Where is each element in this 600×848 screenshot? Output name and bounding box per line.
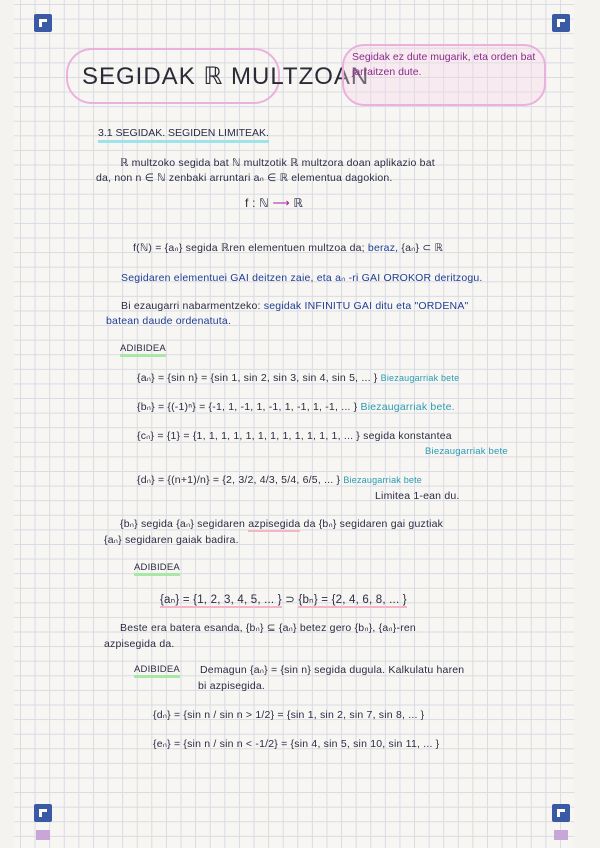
set-a: {aₙ} = {1, 2, 3, 4, 5, ... } <box>160 594 282 606</box>
page-tab <box>554 830 568 840</box>
terms-line: Segidaren elementuei GAI deitzen zaie, eta aₙ -ri GAI OROKOR deritzogu. <box>121 272 483 284</box>
superset-symbol: ⊃ <box>281 594 299 606</box>
features-intro: Bi ezaugarri nabarmentzeko: <box>121 300 261 312</box>
formula-note-2: Biezaugarriak bete <box>425 446 508 457</box>
example3-row-2: {eₙ} = {sin n / sin n < -1/2} = {sin 4, sin 5, sin 10, sin 11, ... } <box>153 738 440 750</box>
subseq-text: da {bₙ} segidaren gai guztiak <box>300 518 444 530</box>
corner-marker-icon <box>552 14 570 32</box>
features-detail: segidak INFINITU GAI ditu eta "ORDENA" <box>260 300 469 312</box>
function-line <box>133 242 443 254</box>
example-heading: ADIBIDEA <box>134 664 180 678</box>
mapping-codomain: ℝ <box>289 196 304 210</box>
formula-note: Biezaugarriak bete. <box>360 401 455 413</box>
mapping <box>245 196 303 210</box>
example-heading: ADIBIDEA <box>134 562 180 576</box>
example-row <box>137 401 455 413</box>
example-row <box>137 430 452 442</box>
formula-note: segida konstantea <box>363 430 452 442</box>
fn-text: f(ℕ) = {aₙ} segida ℝren elementuen multzoa da; <box>133 242 365 254</box>
mapping-domain: f : ℕ <box>245 196 273 210</box>
example-row <box>137 372 459 384</box>
example3-row-1: {dₙ} = {sin n / sin n > 1/2} = {sin 1, sin 2, sin 7, sin 8, ... } <box>153 709 425 721</box>
intro-line-2: da, non n ∈ ℕ zenbaki arruntari aₙ ∈ ℝ elementua dagokion. <box>96 172 393 184</box>
page-title: SEGIDAK ℝ MULTZOAN <box>82 63 370 90</box>
formula-note: Biezaugarriak bete <box>343 475 423 485</box>
restate-line-1: Beste era batera esanda, {bₙ} ⊆ {aₙ} betez gero {bₙ}, {aₙ}-ren <box>120 622 416 634</box>
subseq-term: azpisegida <box>248 518 301 530</box>
corner-marker-icon <box>34 804 52 822</box>
example3-text-1: Demagun {aₙ} = {sin n} segida dugula. Kalkulatu haren <box>200 664 465 676</box>
formula-note: Biezaugarriak bete <box>380 373 460 383</box>
corner-marker-icon <box>34 14 52 32</box>
formula: {bₙ} = {(-1)ⁿ} = {-1, 1, -1, 1, -1, 1, -1, 1, -1, ... } <box>137 401 358 413</box>
formula: {cₙ} = {1} = {1, 1, 1, 1, 1, 1, 1, 1, 1, 1, 1, 1, ... } <box>137 430 361 442</box>
subsequence-line-1 <box>120 518 443 530</box>
restate-line-2: azpisegida da. <box>104 638 175 650</box>
features-line-2: batean daude ordenatuta. <box>106 315 232 327</box>
subseq-text: {bₙ} segida {aₙ} segidaren <box>120 518 249 530</box>
formula: {dₙ} = {(n+1)/n} = {2, 3/2, 4/3, 5/4, 6/5, ... } <box>137 474 341 486</box>
example-row <box>137 474 422 486</box>
example3-text-2: bi azpisegida. <box>198 680 266 692</box>
arrow-icon: ⟶ <box>272 196 290 210</box>
fn-beraz: beraz, <box>364 242 399 254</box>
set-b: {bₙ} = {2, 4, 6, 8, ... } <box>298 594 407 606</box>
formula: {aₙ} = {sin n} = {sin 1, sin 2, sin 3, sin 4, sin 5, ... } <box>137 372 378 384</box>
corner-marker-icon <box>552 804 570 822</box>
fn-subset: {aₙ} ⊂ ℝ <box>398 242 443 254</box>
limit-note: Limitea 1-ean du. <box>375 490 460 502</box>
subset-example <box>160 592 407 606</box>
intro-line-1: ℝ multzoko segida bat ℕ multzotik ℝ multzora doan aplikazio bat <box>120 157 435 169</box>
example-heading: ADIBIDEA <box>120 343 166 357</box>
features-line-1 <box>121 300 468 312</box>
section-heading: 3.1 SEGIDAK. SEGIDEN LIMITEAK. <box>98 127 269 143</box>
side-note: Segidak ez dute mugarik, eta orden bat jarraitzen dute. <box>352 51 536 78</box>
subsequence-line-2: {aₙ} segidaren gaiak badira. <box>104 534 239 546</box>
page-tab <box>36 830 50 840</box>
